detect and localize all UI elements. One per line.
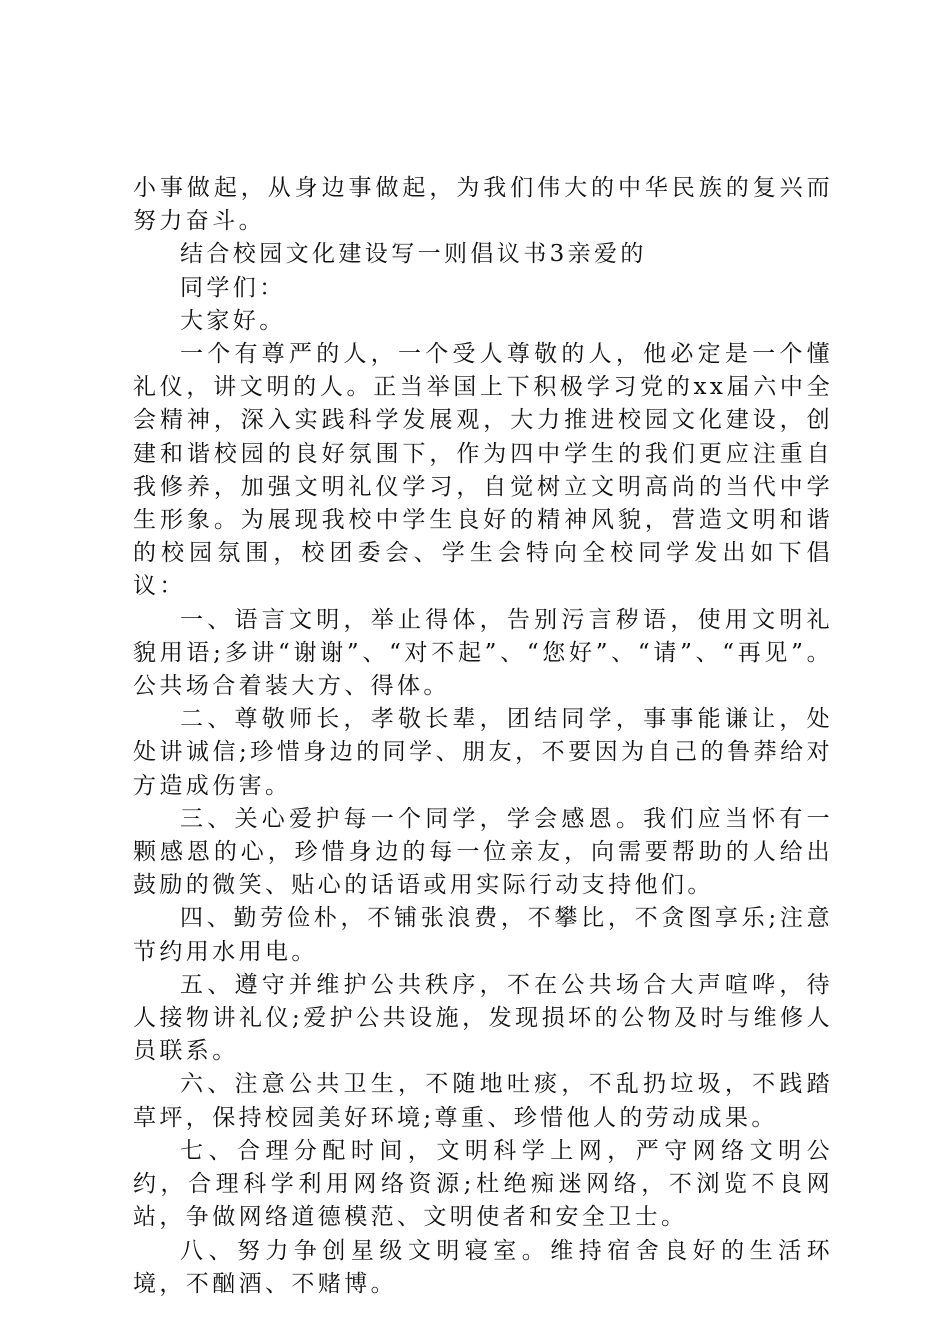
paragraph-item-3: 三、关心爱护每一个同学，学会感恩。我们应当怀有一颗感恩的心，珍惜身边的每一位亲友，向需要帮助的人给出鼓励的微笑、贴心的话语或用实际行动支持他们。 bbox=[133, 805, 833, 899]
paragraph-item-7: 七、合理分配时间，文明科学上网，严守网络文明公约，合理科学利用网络资源;杜绝痴迷网络，不浏览不良网站，争做网络道德模范、文明使者和安全卫士。 bbox=[133, 1137, 833, 1231]
paragraph-item-8: 八、努力争创星级文明寝室。维持宿舍良好的生活环境，不酗酒、不赌博。 bbox=[133, 1237, 833, 1297]
paragraph-intro: 一个有尊严的人，一个受人尊敬的人，他必定是一个懂礼仪，讲文明的人。正当举国上下积极学习党的xx届六中全会精神，深入实践科学发展观，大力推进校园文化建设，创建和谐校园的良好氛围下，作为四中学生的我们更应注重自我修养，加强文明礼仪学习，自觉树立文明高尚的当代中学生形象。为展现我校中学生良好的精神风貌，营造文明和谐的校园氛围，校团委会、学生会特向全校同学发出如下倡议： bbox=[133, 341, 833, 600]
paragraph-item-4: 四、勤劳俭朴，不铺张浪费，不攀比，不贪图享乐;注意节约用水用电。 bbox=[133, 905, 833, 965]
paragraph-item-2: 二、尊敬师长，孝敬长辈，团结同学，事事能谦让，处处讲诚信;珍惜身边的同学、朋友，不要因为自己的鲁莽给对方造成伤害。 bbox=[133, 706, 833, 799]
paragraph-item-5: 五、遵守并维护公共秩序，不在公共场合大声喧哗，待人接物讲礼仪;爱护公共设施，发现损坏的公物及时与维修人员联系。 bbox=[133, 971, 833, 1065]
paragraph-greeting: 大家好。 bbox=[180, 307, 286, 334]
paragraph-continuation: 小事做起，从身边事做起，为我们伟大的中华民族的复兴而努力奋斗。 bbox=[133, 175, 833, 235]
paragraph-salutation: 同学们： bbox=[180, 274, 286, 301]
paragraph-item-6: 六、注意公共卫生，不随地吐痰，不乱扔垃圾，不践踏草坪，保持校园美好环境;尊重、珍惜他人的劳动成果。 bbox=[133, 1071, 833, 1131]
paragraph-heading: 结合校园文化建设写一则倡议书3亲爱的 bbox=[180, 241, 647, 268]
document-body bbox=[133, 172, 833, 1301]
paragraph-item-1: 一、语言文明，举止得体，告别污言秽语，使用文明礼貌用语;多讲“谢谢”、“对不起”、“您好”、“请”、“再见”。公共场合着装大方、得体。 bbox=[133, 606, 833, 700]
